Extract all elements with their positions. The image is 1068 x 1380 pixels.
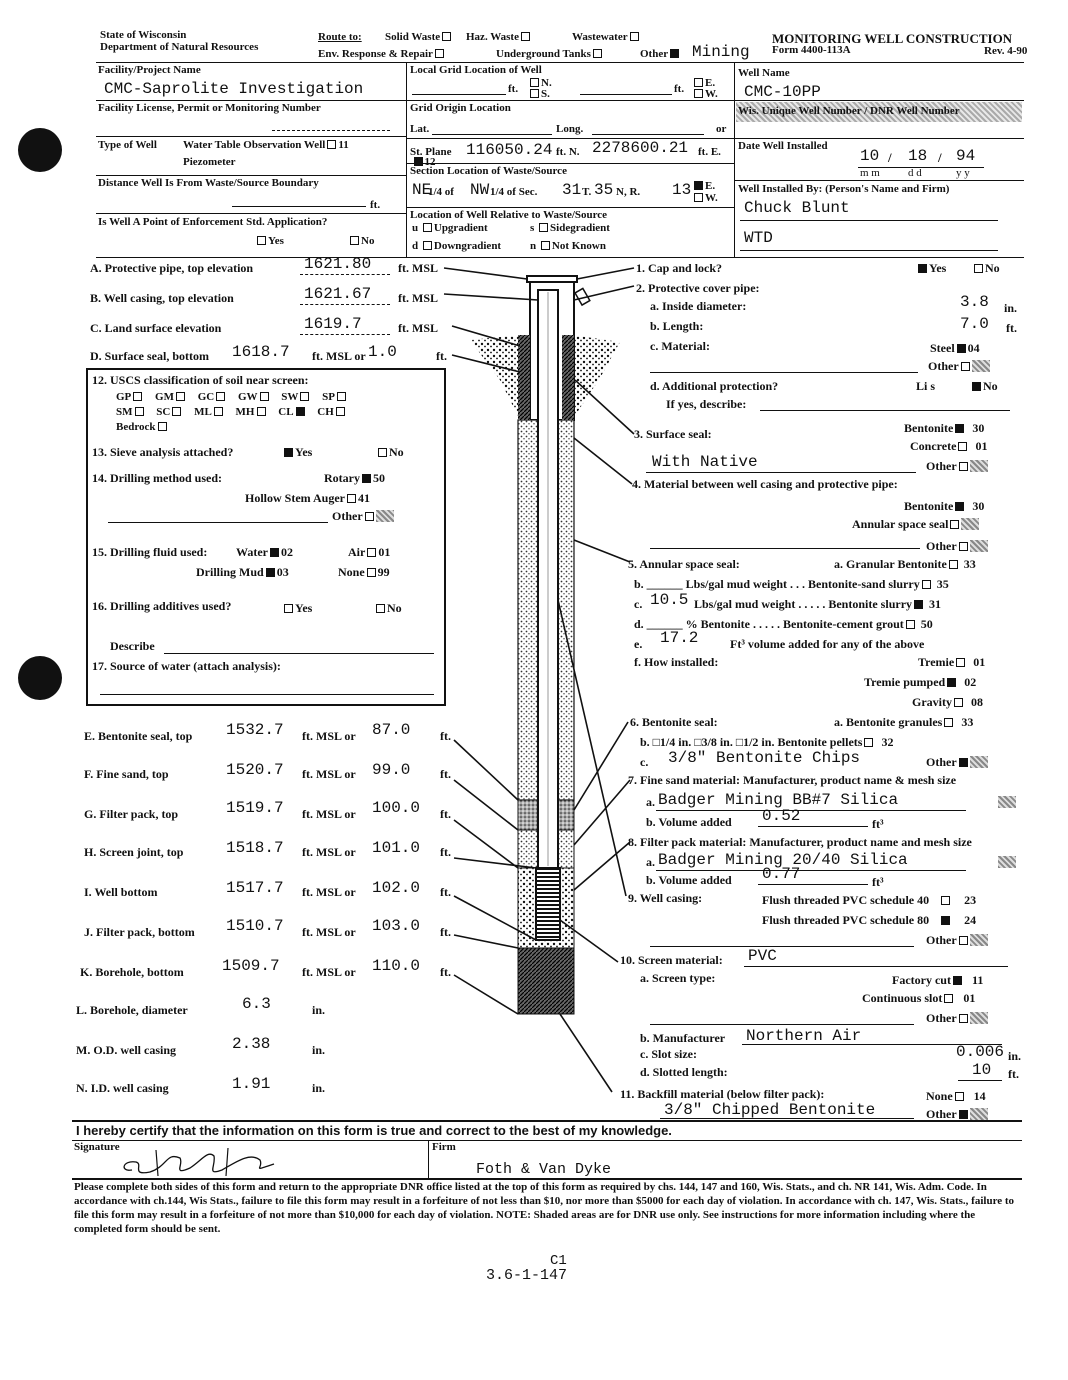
r10-mfr-value[interactable]: Northern Air — [746, 1027, 862, 1045]
local-grid-ft1: ft. — [508, 83, 519, 95]
wt-obs-option[interactable]: Water Table Observation Well 11 — [183, 139, 349, 151]
item-i-value[interactable]: 1517.7 — [226, 879, 284, 897]
r10-factory[interactable]: Factory cut 11 — [892, 973, 984, 987]
local-grid-ft2: ft. — [674, 83, 685, 95]
certification: I hereby certify that the information on this form is true and correct to the best of my knowledge. — [76, 1123, 672, 1138]
range-e[interactable]: E. — [692, 181, 715, 192]
section-field[interactable]: 31 — [562, 181, 582, 199]
uscs-label: 12. USCS classification of soil near screen: — [92, 373, 309, 387]
r2-d-label: d. Additional protection? — [650, 379, 779, 393]
r5-gravity[interactable]: Gravity 08 — [912, 695, 983, 709]
r7-a-underline — [656, 810, 966, 811]
r3-bentonite[interactable]: Bentonite 30 — [904, 421, 985, 435]
surface-seal-right — [562, 335, 574, 420]
st-plane-ftn: ft. N. — [556, 146, 580, 158]
installer-firm-field[interactable]: WTD — [744, 229, 773, 247]
item-e-unit: ft. — [440, 729, 451, 743]
r1-yes[interactable]: Yes — [916, 262, 946, 274]
item-b-value[interactable]: 1621.67 — [304, 285, 372, 303]
date-yy-field[interactable]: 94 — [956, 147, 976, 165]
r5-c-value[interactable]: 10.5 — [650, 591, 689, 609]
r8-b-value[interactable]: 0.77 — [762, 865, 801, 883]
r4-other-field[interactable] — [650, 548, 920, 549]
r4-bentonite[interactable]: Bentonite 30 — [904, 499, 985, 513]
item-h-label: H. Screen joint, top — [84, 845, 184, 859]
r2-a-label: a. Inside diameter: — [650, 299, 747, 313]
r10-continuous[interactable]: Continuous slot 01 — [862, 991, 976, 1005]
signature-image[interactable] — [110, 1142, 300, 1182]
st-plane-north-field[interactable]: 116050.24 — [466, 141, 553, 159]
rel-downgradient[interactable]: d Downgradient — [412, 240, 502, 252]
relative-location-label: Location of Well Relative to Waste/Source — [410, 209, 608, 221]
enforcement-yes[interactable]: Yes — [255, 236, 284, 247]
r8-a-value[interactable]: Badger Mining 20/40 Silica — [658, 851, 908, 869]
route-other[interactable]: Other — [640, 49, 681, 60]
r2-steel[interactable]: Steel 04 — [930, 341, 980, 355]
r1-label: 1. Cap and lock? — [636, 261, 723, 275]
r10-slotted-value[interactable]: 10 — [972, 1061, 992, 1079]
item-m-value[interactable]: 2.38 — [232, 1035, 271, 1053]
r2-other-field[interactable] — [650, 372, 918, 373]
item-k-value2[interactable]: 110.0 — [372, 957, 421, 975]
r8-label: 8. Filter pack material: Manufacturer, product name and mesh size — [628, 835, 972, 849]
item-i-mid: ft. MSL or — [302, 885, 356, 899]
r1-no[interactable]: No — [972, 262, 1000, 274]
item-l-unit: in. — [312, 1003, 326, 1017]
r10-slot-value[interactable]: 0.006 — [956, 1043, 1005, 1061]
item-e-value[interactable]: 1532.7 — [226, 721, 284, 739]
r3-other-underline — [646, 472, 916, 473]
uscs-row1[interactable]: GP GM GC GW SW SP — [116, 392, 348, 403]
st-plane-fte: ft. E. — [698, 146, 721, 158]
r5-b[interactable]: b. ______ Lbs/gal mud weight . . . Bentonite-sand slurry 35 — [634, 577, 949, 591]
r8-b-unit: ft³ — [872, 875, 884, 889]
date-slash: / — [938, 150, 942, 165]
date-mm-field[interactable]: 10 — [860, 147, 880, 165]
fluid-water[interactable]: Water 02 — [236, 545, 293, 559]
township-label: T. — [582, 186, 592, 198]
item-c-label: C. Land surface elevation — [90, 321, 222, 335]
drill-rotary[interactable]: Rotary 50 — [324, 471, 385, 485]
additives-no[interactable]: No — [374, 602, 402, 614]
well-name-label: Well Name — [738, 67, 790, 79]
r10-other-field[interactable] — [650, 1024, 914, 1025]
item-b-label: B. Well casing, top elevation — [90, 291, 234, 305]
signature-label: Signature — [74, 1141, 120, 1153]
footer-rule — [428, 1140, 429, 1178]
item-g-value2[interactable]: 100.0 — [372, 799, 421, 817]
grid-origin-label: Grid Origin Location — [410, 102, 511, 114]
r7-b-label: b. Volume added — [646, 815, 732, 829]
r5-tremie[interactable]: Tremie 01 — [918, 655, 986, 669]
item-j-value2[interactable]: 103.0 — [372, 917, 421, 935]
r2-d-no[interactable]: No — [970, 380, 998, 392]
r10-slotted-underline — [958, 1080, 1002, 1081]
drill-other-field[interactable] — [108, 522, 328, 523]
item-c-underline — [300, 334, 390, 335]
page-number: 3.6-1-147 — [486, 1267, 568, 1284]
local-grid-e[interactable]: E. — [692, 78, 715, 89]
r6-b[interactable]: b. □1/4 in. □3/8 in. □1/2 in. Bentonite pellets 32 — [640, 735, 894, 749]
unique-number-label: Wis. Unique Well Number / DNR Well Number — [738, 105, 960, 117]
r3-other[interactable]: Other — [926, 460, 988, 472]
lat-label: Lat. — [410, 123, 430, 135]
sieve-yes[interactable]: Yes — [282, 446, 312, 458]
item-d-label: D. Surface seal, bottom — [90, 349, 209, 363]
local-grid-s[interactable]: S. — [528, 89, 550, 100]
r9-label: 9. Well casing: — [628, 891, 703, 905]
r3-other-value[interactable]: With Native — [652, 453, 758, 471]
range-field[interactable]: 13 — [672, 181, 692, 199]
item-f-label: F. Fine sand, top — [84, 767, 169, 781]
r5-tremie-pumped[interactable]: Tremie pumped 02 — [864, 675, 977, 689]
r2-d-yes[interactable]: Li s — [916, 379, 936, 393]
project-name-field[interactable]: CMC-Saprolite Investigation — [104, 80, 364, 98]
or-label: or — [716, 123, 727, 135]
surface-seal-left — [518, 335, 530, 420]
r2-b-label: b. Length: — [650, 319, 704, 333]
r2-ifyes-label: If yes, describe: — [666, 397, 747, 411]
describe-label: Describe — [110, 639, 155, 653]
quarter1-field[interactable]: NE — [412, 181, 432, 199]
item-k-mid: ft. MSL or — [302, 965, 356, 979]
firm-value[interactable]: Foth & Van Dyke — [476, 1161, 612, 1178]
distance-unit: ft. — [370, 199, 381, 211]
item-a-value[interactable]: 1621.80 — [304, 255, 372, 273]
item-b-underline — [300, 304, 390, 305]
item-f-value[interactable]: 1520.7 — [226, 761, 284, 779]
r5-e: Ft³ volume added for any of the above — [730, 637, 925, 651]
item-j-label: J. Filter pack, bottom — [84, 925, 195, 939]
drilling-method-label: 14. Drilling method used: — [92, 471, 223, 485]
installed-by-label: Well Installed By: (Person's Name and Firm) — [738, 183, 950, 195]
quarter2-field[interactable]: NW — [470, 181, 490, 199]
r9-other[interactable]: Other — [926, 934, 988, 946]
range-w[interactable]: W. — [692, 193, 718, 204]
r8-b-label: b. Volume added — [646, 873, 732, 887]
r10-other[interactable]: Other — [926, 1012, 988, 1024]
r7-a-pre: a. — [646, 795, 655, 809]
item-i-label: I. Well bottom — [84, 885, 158, 899]
item-e-label: E. Bentonite seal, top — [84, 729, 193, 743]
r8-a-pre: a. — [646, 855, 655, 869]
route-solid-waste[interactable]: Solid Waste — [385, 32, 453, 43]
item-f-unit: ft. — [440, 767, 451, 781]
r5-a[interactable]: a. Granular Bentonite 33 — [834, 557, 976, 571]
route-env-response[interactable]: Env. Response & Repair — [318, 49, 446, 60]
r2-c-label: c. Material: — [650, 339, 710, 353]
item-i-value2[interactable]: 102.0 — [372, 879, 421, 897]
r7-b-underline — [758, 826, 868, 827]
r5-e-value[interactable]: 17.2 — [660, 629, 699, 647]
item-c-value[interactable]: 1619.7 — [304, 315, 362, 333]
item-g-value[interactable]: 1519.7 — [226, 799, 284, 817]
local-grid-label: Local Grid Location of Well — [410, 64, 542, 76]
enforcement-no[interactable]: No — [348, 236, 374, 247]
item-f-value2[interactable]: 99.0 — [372, 761, 411, 779]
date-yy-hint: y y — [956, 167, 970, 179]
form-number: Form 4400-113A — [772, 44, 851, 56]
item-m-label: M. O.D. well casing — [76, 1043, 176, 1057]
r2-ifyes-field[interactable] — [760, 410, 1010, 411]
page-id: C1 — [550, 1253, 567, 1269]
fluid-label: 15. Drilling fluid used: — [92, 545, 208, 559]
r5-d[interactable]: d. ______ % Bentonite . . . . . Bentonite-cement grout 50 — [634, 617, 933, 631]
well-name-field[interactable]: CMC-10PP — [744, 83, 821, 101]
additives-yes[interactable]: Yes — [282, 602, 312, 614]
r9-other-field[interactable] — [650, 946, 914, 947]
item-i-unit: ft. — [440, 885, 451, 899]
fluid-none[interactable]: None 99 — [338, 565, 390, 579]
piezometer-option[interactable]: Piezometer 12 — [183, 156, 436, 168]
r10-slot-unit: in. — [1008, 1049, 1022, 1063]
r10-slotted-label: d. Slotted length: — [640, 1065, 728, 1079]
water-source-label: 17. Source of water (attach analysis): — [92, 659, 281, 673]
r7-label: 7. Fine sand material: Manufacturer, product name & mesh size — [628, 773, 957, 787]
r6-c-pre: c. — [640, 755, 649, 769]
r10-mfr-label: b. Manufacturer — [640, 1031, 726, 1045]
route-ust[interactable]: Underground Tanks — [496, 49, 604, 60]
project-name-label: Facility/Project Name — [98, 64, 201, 76]
drill-other[interactable]: Other — [332, 510, 394, 522]
r10-a: a. Screen type: — [640, 971, 716, 985]
footer-rule — [72, 1120, 1022, 1122]
item-a-unit: ft. MSL — [398, 261, 438, 275]
r9-s80[interactable]: Flush threaded PVC schedule 80 24 — [762, 913, 977, 927]
route-haz-waste[interactable]: Haz. Waste — [466, 32, 532, 43]
installer-person-field[interactable]: Chuck Blunt — [744, 199, 850, 217]
item-h-value2[interactable]: 101.0 — [372, 839, 421, 857]
r4-annular[interactable]: Annular space seal — [852, 518, 979, 530]
item-j-mid: ft. MSL or — [302, 925, 356, 939]
r3-label: 3. Surface seal: — [634, 427, 712, 441]
r8-b-underline — [758, 884, 868, 885]
long-label: Long. — [556, 123, 584, 135]
r7-shaded — [998, 796, 1016, 808]
quarter-of-label: 1/4 of — [428, 186, 454, 198]
water-source-field[interactable] — [100, 694, 434, 695]
well-screen — [536, 868, 560, 940]
item-h-unit: ft. — [440, 845, 451, 859]
item-l-value[interactable]: 6.3 — [242, 995, 271, 1013]
r5-c-pre: c. — [634, 597, 643, 611]
section-label: Section Location of Waste/Source — [410, 165, 567, 177]
r8-shaded — [998, 856, 1016, 868]
item-j-unit: ft. — [440, 925, 451, 939]
distance-label: Distance Well Is From Waste/Source Boundary — [98, 177, 319, 189]
r11-label: 11. Backfill material (below filter pack): — [620, 1087, 825, 1101]
item-f-mid: ft. MSL or — [302, 767, 356, 781]
sieve-label: 13. Sieve analysis attached? — [92, 445, 234, 459]
item-g-mid: ft. MSL or — [302, 807, 356, 821]
r10-slotted-unit: ft. — [1008, 1067, 1019, 1081]
route-wastewater[interactable]: Wastewater — [572, 32, 641, 43]
item-d-value2[interactable]: 1.0 — [368, 343, 397, 361]
date-slash: / — [888, 150, 892, 165]
r11-none[interactable]: None 14 — [926, 1089, 986, 1103]
range-label: N, R. — [616, 186, 641, 198]
rel-sidegradient[interactable]: s Sidegradient — [530, 222, 610, 234]
item-a-label: A. Protective pipe, top elevation — [90, 261, 254, 275]
r9-s40[interactable]: Flush threaded PVC schedule 40 23 — [762, 893, 977, 907]
item-n-unit: in. — [312, 1081, 326, 1095]
r5-f: f. How installed: — [634, 655, 719, 669]
fluid-air[interactable]: Air 01 — [348, 545, 391, 559]
r11-other[interactable]: Other — [926, 1108, 988, 1120]
item-d-value[interactable]: 1618.7 — [232, 343, 290, 361]
item-h-mid: ft. MSL or — [302, 845, 356, 859]
local-grid-w[interactable]: W. — [692, 89, 718, 100]
date-dd-hint: d d — [908, 167, 922, 179]
drill-hsa[interactable]: Hollow Stem Auger 41 — [245, 491, 370, 505]
r2-other[interactable]: Other — [928, 360, 990, 372]
r5-c[interactable]: Lbs/gal mud weight . . . . . Bentonite slurry 31 — [694, 597, 942, 611]
r8-a-underline — [656, 870, 966, 871]
r10-underline — [744, 966, 1008, 967]
r3-concrete[interactable]: Concrete 01 — [910, 439, 988, 453]
date-mm-hint: m m — [860, 167, 880, 179]
st-plane-east-field[interactable]: 2278600.21 — [592, 139, 689, 157]
r10-slot-label: c. Slot size: — [640, 1047, 697, 1061]
r2-label: 2. Protective cover pipe: — [636, 281, 760, 295]
r2-b-value[interactable]: 7.0 — [960, 315, 989, 333]
item-b-unit: ft. MSL — [398, 291, 438, 305]
r6-other[interactable]: Other — [926, 756, 988, 768]
backfill — [518, 948, 574, 1014]
r11-underline — [660, 1118, 914, 1119]
r2-a-value[interactable]: 3.8 — [960, 293, 989, 311]
r2-a-unit: in. — [1004, 301, 1018, 315]
ground-soil-right — [572, 335, 620, 420]
item-h-value[interactable]: 1518.7 — [226, 839, 284, 857]
well-type-label: Type of Well — [98, 139, 157, 151]
describe-field[interactable] — [164, 653, 434, 654]
township-field[interactable]: 35 — [594, 181, 614, 199]
r4-label: 4. Material between well casing and protective pipe: — [632, 477, 898, 491]
r6-a[interactable]: a. Bentonite granules 33 — [834, 715, 974, 729]
r7-a-value[interactable]: Badger Mining BB#7 Silica — [658, 791, 899, 809]
item-k-value[interactable]: 1509.7 — [222, 957, 280, 975]
item-g-unit: ft. — [440, 807, 451, 821]
item-g-label: G. Filter pack, top — [84, 807, 179, 821]
form-title: MONITORING WELL CONSTRUCTION — [772, 31, 1013, 46]
item-j-value[interactable]: 1510.7 — [226, 917, 284, 935]
legal-notice: Please complete both sides of this form and return to the appropriate DNR office listed at the top of this form as required by chs. 144, 147 and 160, Wis. Stats., and ch. NR 141, Wis. Adm. Code. In accordance with ch.144, Wis Stats., failure to file this form may result in a forfeiture of not less than $10, nor more than $5000 for each day of violation. In accordance with ch. 147, Wis. Stats., failure to file this form may result in a forfeiture of not more than $10,000 for each day of violation. NOTE: Shaded areas are for DNR use only. See instructions for more information including where the completed form should be sent. — [74, 1181, 1015, 1235]
uscs-bedrock[interactable]: Bedrock — [116, 422, 169, 433]
item-d-mid: ft. MSL or — [312, 349, 366, 363]
ground-soil-left — [470, 335, 520, 420]
item-c-unit: ft. MSL — [398, 321, 438, 335]
r6-other-value[interactable]: 3/8" Bentonite Chips — [668, 749, 861, 767]
sieve-no[interactable]: No — [376, 446, 404, 458]
soil-drilling-box — [86, 368, 446, 706]
local-grid-n[interactable]: N. — [528, 78, 552, 89]
item-m-unit: in. — [312, 1043, 326, 1057]
rel-not-known[interactable]: n Not Known — [530, 240, 606, 252]
item-a-underline — [300, 274, 390, 275]
route-to-label: Route to: — [318, 31, 362, 43]
item-e-mid: ft. MSL or — [302, 729, 356, 743]
r5-label: 5. Annular space seal: — [628, 557, 740, 571]
item-k-label: K. Borehole, bottom — [80, 965, 184, 979]
date-dd-field[interactable]: 18 — [908, 147, 928, 165]
footer-rule — [72, 1140, 1022, 1141]
st-plane-label: St. Plane — [410, 146, 452, 158]
form-revision: Rev. 4-90 — [984, 45, 1028, 57]
r5-e-pre: e. — [634, 637, 643, 651]
item-n-label: N. I.D. well casing — [76, 1081, 169, 1095]
r11-value[interactable]: 3/8" Chipped Bentonite — [664, 1101, 876, 1119]
date-installed-label: Date Well Installed — [738, 140, 828, 152]
additives-label: 16. Drilling additives used? — [92, 599, 232, 613]
firm-label: Firm — [432, 1141, 456, 1153]
quarter-sec-label: 1/4 of Sec. — [490, 186, 538, 198]
state-name: State of Wisconsin — [100, 29, 187, 41]
item-e-value2[interactable]: 87.0 — [372, 721, 411, 739]
rel-upgradient[interactable]: u Upgradient — [412, 222, 488, 234]
fluid-mud[interactable]: Drilling Mud 03 — [196, 565, 289, 579]
item-d-unit: ft. — [436, 349, 447, 363]
r2-b-unit: ft. — [1006, 321, 1017, 335]
item-l-label: L. Borehole, diameter — [76, 1003, 188, 1017]
r10-value[interactable]: PVC — [748, 947, 777, 965]
department: Department of Natural Resources — [100, 41, 259, 53]
item-n-value[interactable]: 1.91 — [232, 1075, 271, 1093]
r4-other[interactable]: Other — [926, 540, 988, 552]
item-k-unit: ft. — [440, 965, 451, 979]
r7-b-value[interactable]: 0.52 — [762, 807, 801, 825]
r10-label: 10. Screen material: — [620, 953, 723, 967]
license-label: Facility License, Permit or Monitoring Number — [98, 102, 321, 114]
uscs-row2[interactable]: SM SC ML MH CL CH — [116, 407, 347, 418]
r6-label: 6. Bentonite seal: — [630, 715, 718, 729]
route-other-value: Mining — [692, 43, 750, 61]
enforcement-label: Is Well A Point of Enforcement Std. Application? — [98, 216, 328, 228]
r7-b-unit: ft³ — [872, 817, 884, 831]
